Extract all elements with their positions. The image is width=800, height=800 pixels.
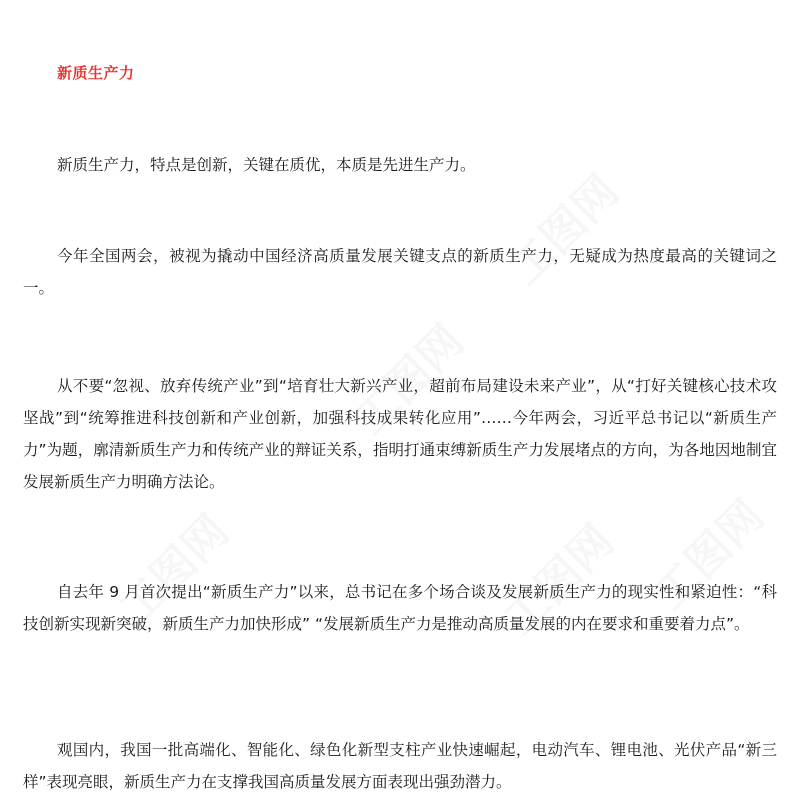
- paragraph: 观国内，我国一批高端化、智能化、绿色化新型支柱产业快速崛起，电动汽车、锂电池、光伏产品“新三样”表现亮眼，新质生产力在支撑我国高质量发展方面表现出强劲潜力。: [23, 741, 777, 791]
- paragraph: 从不要“忽视、放弃传统产业”到“培育壮大新兴产业，超前布局建设未来产业”，从“打好关键核心技术攻坚战”到“统筹推进科技创新和产业创新，加强科技成果转化应用”……今年两会，习近平总书记以“新质生产力”为题，廓清新质生产力和传统产业的辩证关系，指明打通束缚新质生产力发展堵点的方向，为各地因地制宜发展新质生产力明确方法论。: [23, 377, 777, 491]
- paragraph: 今年全国两会，被视为撬动中国经济高质量发展关键支点的新质生产力，无疑成为热度最高的关键词之一。: [23, 247, 777, 297]
- document-heading: 新质生产力: [57, 64, 135, 82]
- paragraph: 新质生产力，特点是创新，关键在质优，本质是先进生产力。: [57, 156, 476, 174]
- paragraph: 自去年 9 月首次提出“新质生产力”以来，总书记在多个场合谈及发展新质生产力的现实性和紧迫性：“科技创新实现新突破，新质生产力加快形成” “发展新质生产力是推动高质量发展的内在要求和重要着力点”。: [23, 583, 777, 633]
